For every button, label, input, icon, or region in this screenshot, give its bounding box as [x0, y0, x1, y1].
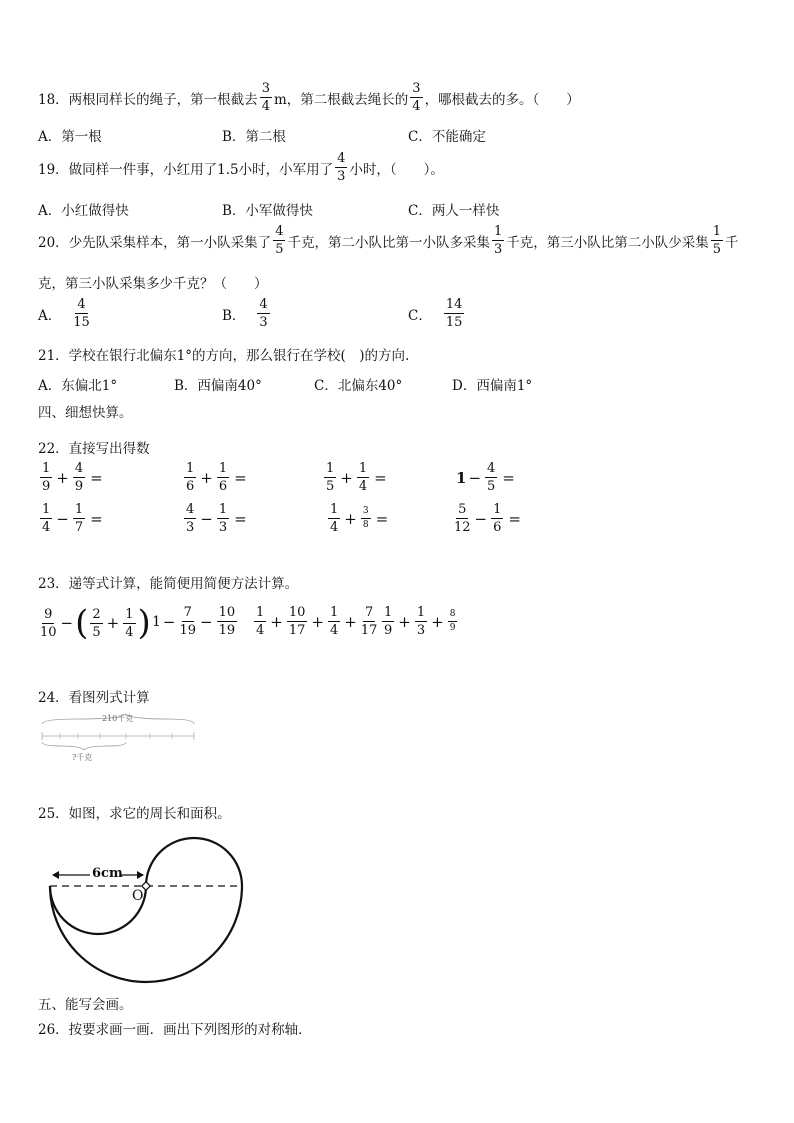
q22-expr: $\frac{1}{5}$ + $\frac{1}{4}$ = — [326, 461, 387, 494]
option-label: A． — [38, 307, 62, 324]
fraction: $\frac{4}{3}$ — [337, 151, 346, 184]
q18-text-3: ，哪根截去的多。（ ） — [424, 91, 580, 108]
q18-option-b[interactable]: B．第二根 — [222, 129, 286, 145]
q19-option-b[interactable]: B．小军做得快 — [222, 203, 313, 219]
q22-expr: $\frac{5}{12}$ − $\frac{1}{6}$ = — [454, 502, 521, 535]
large-semicircle — [50, 886, 242, 982]
q21-option-a[interactable]: A．东偏北1° — [38, 378, 118, 394]
q25-title: 25．如图，求它的周长和面积。 — [38, 806, 231, 822]
medium-semicircle — [146, 838, 242, 886]
fraction: $\frac{3}{4}$ — [412, 81, 421, 114]
bottom-brace — [42, 742, 126, 750]
q20-text-1: 20．少先队采集样本，第一小队采集了 — [38, 234, 272, 251]
arrowhead-left — [52, 871, 59, 879]
q23-expr-1: $\frac{9}{10}$ − ( $\frac{2}{5}$ + $\frac{1}{4}$ ) — [40, 603, 151, 643]
fraction: $\frac{1}{3}$ — [493, 224, 503, 257]
q20-text-4: 千 — [725, 234, 739, 251]
q21-stem: 21．学校在银行北偏东1°的方向，那么银行在学校( )的方向. — [38, 348, 410, 364]
fraction: $\frac{3}{4}$ — [261, 81, 270, 114]
q18-text-2: m，第二根截去绳长的 — [273, 91, 409, 108]
arrowhead-right — [137, 871, 144, 879]
q22-expr: $\frac{1}{4}$ + $\frac{3}{8}$ = — [330, 502, 389, 535]
q20-option-c[interactable] — [408, 298, 466, 329]
q19-stem — [38, 152, 444, 183]
q23-expr-2: 1 − $\frac{7}{19}$ − $\frac{10}{19}$ — [152, 605, 236, 638]
q23-title: 23．递等式计算，能简便用简便方法计算。 — [38, 576, 299, 592]
q21-option-d[interactable]: D．西偏南1° — [452, 378, 533, 394]
q20-text-3: 千克，第三小队比第二小队少采集 — [506, 234, 709, 251]
q25-center-label: O — [132, 888, 144, 904]
q22-expr: $\frac{1}{9}$ + $\frac{4}{9}$ = — [42, 461, 103, 494]
q25-length-label: 6cm — [92, 866, 123, 881]
q22-expr: $\frac{4}{3}$ − $\frac{1}{3}$ = — [186, 502, 247, 535]
section-5-heading: 五、能写会画。 — [38, 997, 133, 1013]
option-label: B． — [222, 307, 246, 324]
q22-expr: $\frac{1}{4}$ − $\frac{1}{7}$ = — [42, 502, 103, 535]
q20-text-2: 千克，第二小队比第一小队多采集 — [287, 234, 490, 251]
fraction: $\frac{1}{5}$ — [712, 224, 722, 257]
fraction: $\frac{4}{15}$ — [73, 297, 90, 330]
q22-expr: $\frac{1}{6}$ + $\frac{1}{6}$ = — [186, 461, 247, 494]
q20-stem-line2: 克，第三小队采集多少千克？（ ） — [38, 276, 268, 292]
fraction: $\frac{4}{3}$ — [259, 297, 268, 330]
q18-text-1: 18．两根同样长的绳子，第一根截去 — [38, 91, 258, 108]
q23-expr-4: $\frac{1}{9}$ + $\frac{1}{3}$ + $\frac{8}{9}$ — [384, 605, 456, 638]
q19-option-a[interactable]: A．小红做得快 — [38, 203, 129, 219]
option-label: C． — [408, 307, 432, 324]
q23-expr-3: $\frac{1}{4}$ + $\frac{10}{17}$ + $\frac{1}{4}$ + $\frac{7}{17}$ — [256, 605, 378, 638]
fraction: $\frac{4}{5}$ — [275, 224, 284, 257]
q24-bottom-label: ?千克 — [72, 753, 93, 762]
section-4-heading: 四、细想快算。 — [38, 405, 133, 421]
q19-text-1: 19．做同样一件事，小红用了1.5小时，小军用了 — [38, 161, 334, 178]
q18-stem — [38, 82, 580, 113]
q20-stem — [38, 225, 739, 256]
q19-text-2: 小时，（ ）。 — [349, 161, 444, 178]
q21-option-c[interactable]: C．北偏东40° — [314, 378, 403, 394]
q18-option-a[interactable]: A．第一根 — [38, 129, 102, 145]
fraction: $\frac{14}{15}$ — [445, 297, 463, 330]
q21-option-b[interactable]: B．西偏南40° — [174, 378, 262, 394]
q25-figure — [40, 825, 250, 990]
q19-option-c[interactable]: C．两人一样快 — [408, 203, 500, 219]
q22-title: 22．直接写出得数 — [38, 441, 150, 457]
q20-option-b[interactable] — [222, 298, 272, 329]
q18-option-c[interactable]: C．不能确定 — [408, 129, 486, 145]
q20-option-a[interactable] — [38, 298, 92, 329]
q24-title: 24．看图列式计算 — [38, 690, 150, 706]
q24-top-label: 210千克 — [102, 714, 134, 723]
q26-title: 26．按要求画一画．画出下列图形的对称轴． — [38, 1022, 312, 1038]
q22-expr: 1 − $\frac{4}{5}$ = — [456, 461, 515, 494]
